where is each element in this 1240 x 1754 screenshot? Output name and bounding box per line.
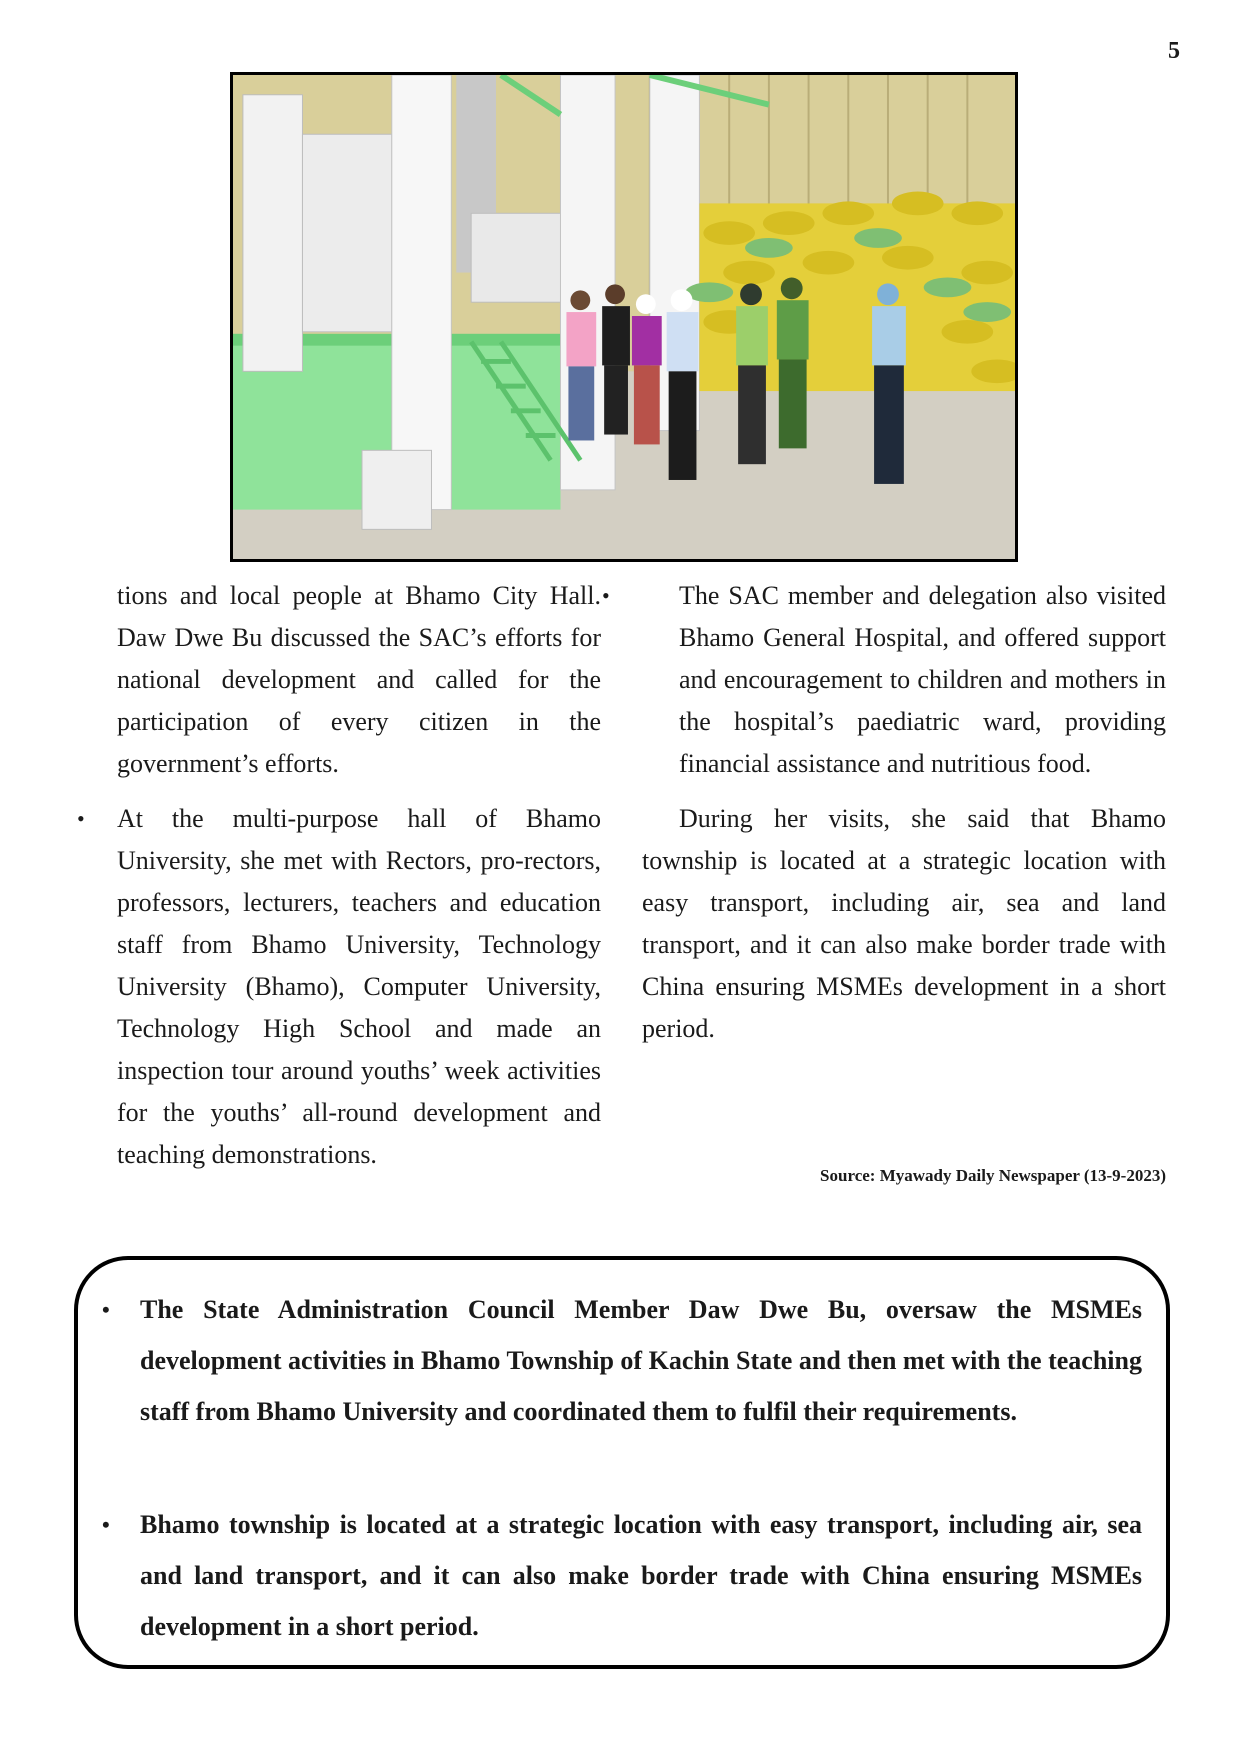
summary-box [74,1256,1170,1669]
bullet-icon: • [602,583,610,608]
bullet-icon: • [102,1297,110,1322]
list-item [602,575,1166,785]
summary-text: The State Administration Council Member Daw Dwe Bu, oversaw the MSMEs development activities in Bhamo Township of Kachin State and then met with the teaching staff from Bhamo University and coordinated them to fulfil their requirements. [140,1295,1142,1426]
right-column [602,575,1166,1050]
continued-paragraph: tions and local people at Bhamo City Hall. Daw Dwe Bu discussed the SAC’s efforts for national development and called for the participation of every citizen in the government’s efforts. [117,581,601,778]
summary-item [102,1284,1142,1437]
list-item [77,798,601,1176]
summary-text: Bhamo township is located at a strategic location with easy transport, including air, sea and land transport, and it can also make border trade with China ensuring MSMEs development in a short period. [140,1510,1142,1641]
summary-item [102,1499,1142,1652]
bullet-paragraph: At the multi-purpose hall of Bhamo University, she met with Rectors, pro-rectors, professors, lecturers, teachers and education staff from Bhamo University, Technology University (Bhamo), Computer University, Technology High School and made an inspection tour around youths’ week activities for the youths’ all-round development and teaching demonstrations. [117,804,601,1169]
page-number: 5 [1168,38,1180,64]
bullet-icon: • [102,1512,110,1537]
source-citation: Source: Myawady Daily Newspaper (13-9-2023) [820,1166,1166,1185]
bullet-paragraph: The SAC member and delegation also visited Bhamo General Hospital, and offered support and encouragement to children and mothers in the hospital’s paediatric ward, providing financial assistance and nutritious food. [679,581,1166,778]
factory-photo [230,72,1018,562]
body-paragraph: During her visits, she said that Bhamo township is located at a strategic location with easy transport, including air, sea and land transport, and it can also make border trade with China ensuring MSMEs development in a short period. [642,804,1166,1043]
left-column [77,575,601,1176]
factory-photo-icon [233,75,1015,559]
bullet-icon: • [77,806,85,831]
